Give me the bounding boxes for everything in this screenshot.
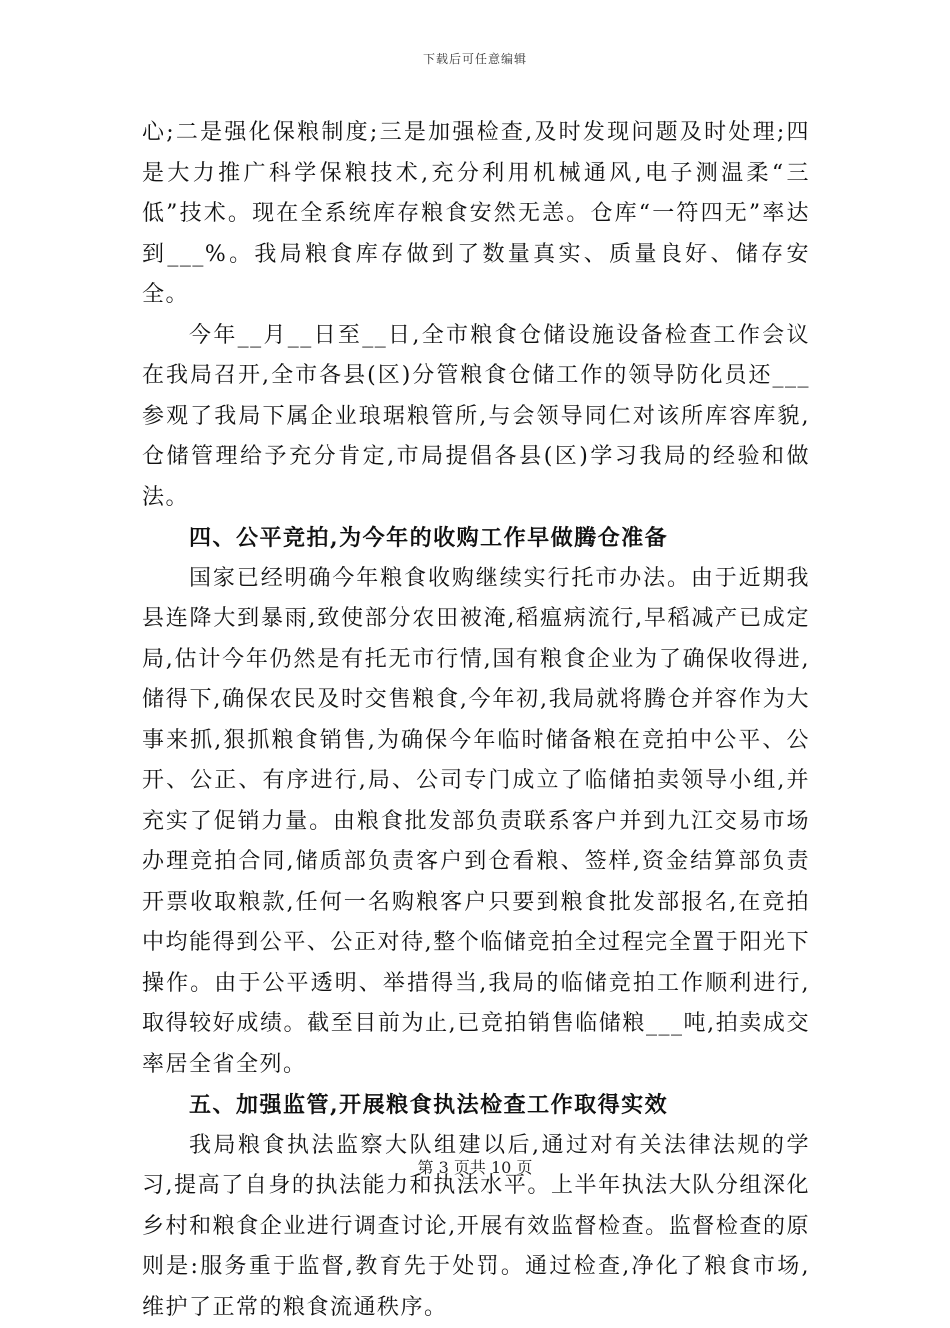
paragraph-inspection-meeting: 今年__月__日至__日,全市粮食仓储设施设备检查工作会议在我局召开,全市各县(区)分管粮食仓储工作的领导防化员还___参观了我局下属企业琅琚粮管所,与会领导同仁对该所库容库貌,仓储管理给予充分肯定,市局提倡各县(区)学习我局的经验和做法。 [142, 316, 810, 519]
paragraph-auction: 国家已经明确今年粮食收购继续实行托市办法。由于近期我县连降大到暴雨,致使部分农田被淹,稻瘟病流行,早稻减产已成定局,估计今年仍然是有托无市行情,国有粮食企业为了确保收得进,储得下,确保农民及时交售粮食,今年初,我局就将腾仓并容作为大事来抓,狠抓粮食销售,为确保今年临时储备粮在竞拍中公平、公开、公正、有序进行,局、公司专门成立了临储拍卖领导小组,并充实了促销力量。由粮食批发部负责联系客户并到九江交易市场办理竞拍合同,储质部负责客户到仓看粮、签样,资金结算部负责开票收取粮款,任何一名购粮客户只要到粮食批发部报名,在竞拍中均能得到公平、公正对待,整个临储竞拍全过程完全置于阳光下操作。由于公平透明、举措得当,我局的临储竞拍工作顺利进行,取得较好成绩。截至目前为止,已竞拍销售临储粮___吨,拍卖成交率居全省全列。 [142, 559, 810, 1086]
paragraph-law-enforcement: 我局粮食执法监察大队组建以后,通过对有关法律法规的学习,提高了自身的执法能力和执法水平。上半年执法大队分组深化乡村和粮食企业进行调查讨论,开展有效监督检查。监督检查的原则是:服务重于监督,教育先于处罚。通过检查,净化了粮食市场,维护了正常的粮食流通秩序。 [142, 1126, 810, 1328]
section-heading-4: 四、公平竞拍,为今年的收购工作早做腾仓准备 [142, 518, 810, 559]
page-number: 第 3 页共 10 页 [0, 1155, 950, 1178]
paragraph-storage-safety: 心;二是强化保粮制度;三是加强检查,及时发现问题及时处理;四是大力推广科学保粮技术,充分利用机械通风,电子测温柔“三低”技术。现在全系统库存粮食安然无恙。仓库“一符四无”率达到___%。我局粮食库存做到了数量真实、质量良好、储存安全。 [142, 113, 810, 316]
header-note: 下载后可任意编辑 [0, 50, 950, 67]
document-body [142, 113, 810, 1328]
section-heading-5: 五、加强监管,开展粮食执法检查工作取得实效 [142, 1085, 810, 1126]
